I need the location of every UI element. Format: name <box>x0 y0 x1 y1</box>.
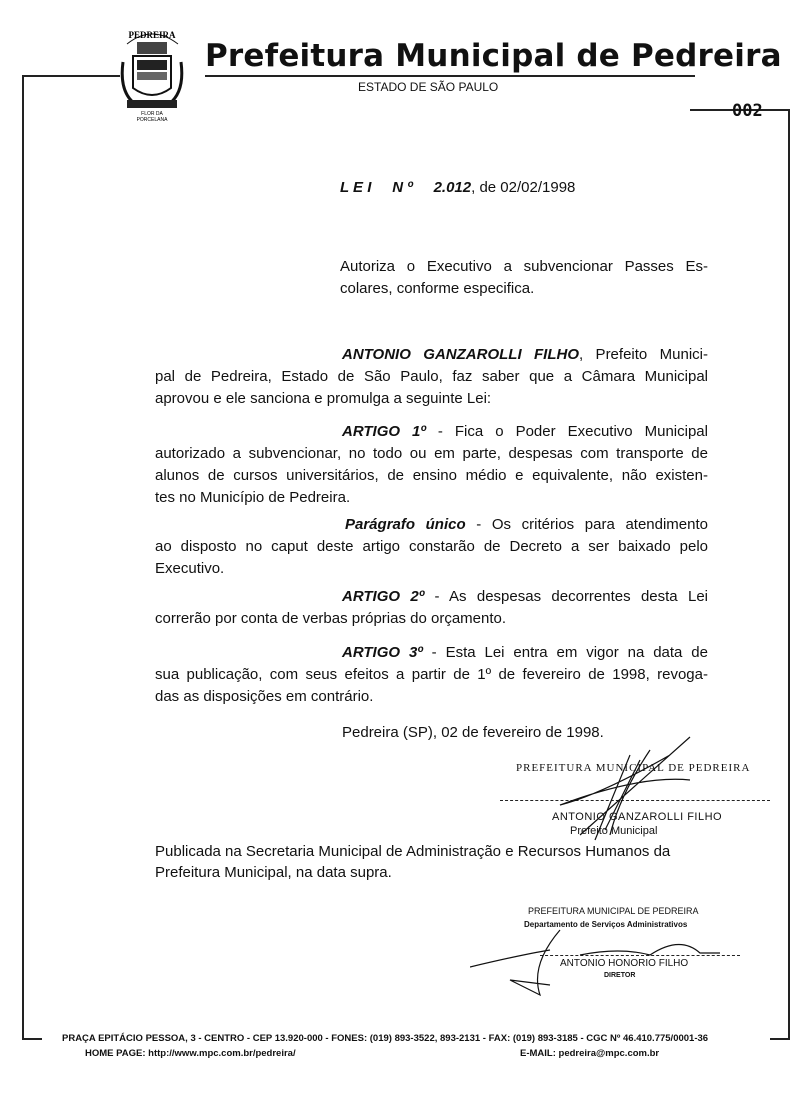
svg-text:PEDREIRA: PEDREIRA <box>128 30 176 40</box>
article-3-line: sua publicação, com seus efeitos a partir de 1º de fevereiro de 1998, revoga- <box>155 666 708 683</box>
article-3-label: ARTIGO 3º <box>342 644 423 661</box>
preamble-line <box>342 344 708 366</box>
article-1-line <box>342 421 708 443</box>
frame-line <box>22 1038 42 1040</box>
law-date: , de 02/02/1998 <box>471 179 576 196</box>
subtitle: ESTADO DE SÃO PAULO <box>358 80 499 94</box>
publication-line: Publicada na Secretaria Municipal de Administração e Recursos Humanos da <box>155 843 671 860</box>
place-date: Pedreira (SP), 02 de fevereiro de 1998. <box>342 724 604 741</box>
mayor-signature-name: ANTONIO GANZAROLLI FILHO <box>552 811 723 823</box>
article-3-text: - Esta Lei entra em vigor na data de <box>422 644 708 661</box>
handwritten-signature <box>470 925 730 1005</box>
paragraph-label: Parágrafo único <box>345 516 466 533</box>
frame-line <box>22 75 120 77</box>
director-stamp: PREFEITURA MUNICIPAL DE PEDREIRA <box>528 906 699 916</box>
article-2-line: correrão por conta de verbas próprias do orçamento. <box>155 610 507 627</box>
svg-text:PORCELANA: PORCELANA <box>136 117 168 122</box>
director-department: Departamento de Serviços Administrativos <box>524 920 688 929</box>
article-1-line: autorizado a subvencionar, no todo ou em parte, despesas com transporte de <box>155 445 708 462</box>
mayor-signature-role: Prefeito Municipal <box>570 825 658 837</box>
publication-line: Prefeitura Municipal, na data supra. <box>155 864 392 881</box>
article-2-text: - As despesas decorrentes desta Lei <box>424 588 708 605</box>
preamble-line: aprovou e ele sanciona e promulga a seguinte Lei: <box>155 390 492 407</box>
footer-email: E-MAIL: pedreira@mpc.com.br <box>520 1048 660 1059</box>
article-1-label: ARTIGO 1º <box>342 423 426 440</box>
lei-label: L E I <box>340 179 372 196</box>
page-title: Prefeitura Municipal de Pedreira <box>205 38 782 74</box>
mayor-name: ANTONIO GANZAROLLI FILHO <box>342 346 579 363</box>
ementa-line: colares, conforme especifica. <box>340 280 535 297</box>
paragraph-line: Executivo. <box>155 560 225 577</box>
director-role: DIRETOR <box>604 972 636 979</box>
article-3-line: das as disposições em contrário. <box>155 688 374 705</box>
preamble-line: pal de Pedreira, Estado de São Paulo, faz saber que a Câmara Municipal <box>155 368 708 385</box>
paragraph-line <box>345 514 708 536</box>
frame-line <box>770 1038 790 1040</box>
frame-line <box>788 109 790 1040</box>
title-underline <box>205 75 695 77</box>
ementa-line: Autoriza o Executivo a subvencionar Passes Es- <box>340 258 708 275</box>
footer-homepage: HOME PAGE: http://www.mpc.com.br/pedreira/ <box>85 1048 296 1059</box>
director-name: ANTONIO HONORIO FILHO <box>560 958 689 969</box>
paragraph-text: - Os critérios para atendimento <box>465 516 708 533</box>
law-number: 2.012 <box>433 179 472 196</box>
municipal-crest-logo <box>115 22 190 122</box>
article-1-line: tes no Município de Pedreira. <box>155 489 351 506</box>
svg-text:FLOR DA: FLOR DA <box>141 111 163 117</box>
law-heading <box>340 177 575 199</box>
article-1-line: alunos de cursos universitários, de ensino médio e equivalente, não existen- <box>155 467 708 484</box>
page-number: 002 <box>732 101 763 121</box>
footer-address: PRAÇA EPITÁCIO PESSOA, 3 - CENTRO - CEP 13.920-000 - FONES: (019) 893-3522, 893-2131 - FAX: (019) 893-3185 - CGC Nº 46.410.775/0001-36 <box>62 1033 709 1044</box>
signature-stamp: PREFEITURA MUNICIPAL DE PEDREIRA <box>516 762 751 774</box>
article-2-line <box>342 586 708 608</box>
paragraph-line: ao disposto no caput deste artigo constarão de Decreto a ser baixado pelo <box>155 538 708 555</box>
handwritten-signature <box>540 735 700 845</box>
preamble-text: , Prefeito Munici- <box>579 346 708 363</box>
article-1-text: - Fica o Poder Executivo Municipal <box>425 423 708 440</box>
numero-label: N º <box>392 179 413 196</box>
frame-line <box>22 75 24 1040</box>
article-3-line <box>342 642 708 664</box>
article-2-label: ARTIGO 2º <box>342 588 425 605</box>
